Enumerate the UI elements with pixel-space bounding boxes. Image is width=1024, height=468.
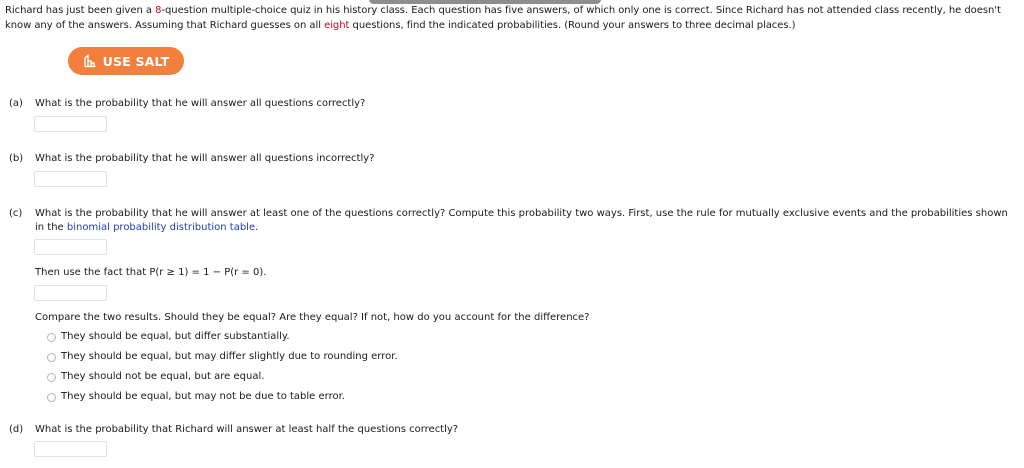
question-c-tag: (c) bbox=[9, 208, 23, 219]
quiz-size-value: 8 bbox=[155, 5, 162, 16]
option-3-label: They should not be equal, but are equal. bbox=[61, 371, 265, 382]
option-1[interactable] bbox=[47, 330, 290, 344]
radio-option-2[interactable] bbox=[47, 353, 56, 362]
question-b-tag: (b) bbox=[9, 153, 24, 164]
question-c-compare-text: Compare the two results. Should they be equal? Are they equal? If not, how do you account for the difference? bbox=[35, 312, 590, 323]
option-4[interactable] bbox=[47, 390, 345, 404]
option-3[interactable] bbox=[47, 370, 264, 384]
question-b-text: What is the probability that he will answer all questions incorrectly? bbox=[35, 153, 375, 164]
question-a bbox=[9, 97, 365, 111]
question-b bbox=[9, 152, 374, 166]
option-1-label: They should be equal, but differ substantially. bbox=[61, 331, 290, 342]
radio-option-3[interactable] bbox=[47, 373, 56, 382]
question-a-text: What is the probability that he will answer all questions correctly? bbox=[35, 98, 366, 109]
radio-option-1[interactable] bbox=[47, 333, 56, 342]
option-2-label: They should be equal, but may differ slightly due to rounding error. bbox=[61, 351, 398, 362]
use-salt-button[interactable] bbox=[68, 47, 184, 75]
answer-b-input[interactable] bbox=[34, 171, 107, 187]
option-2[interactable] bbox=[47, 350, 398, 364]
answer-c-complement-input[interactable] bbox=[34, 285, 107, 301]
question-c bbox=[9, 207, 1019, 235]
question-a-tag: (a) bbox=[9, 98, 23, 109]
problem-statement: Richard has just been given a 8-question multiple-choice quiz in his history class. Each question has five answers, of which only one is correct. Since Richard has not attended class recently, he doesn't know any of the answers. Assuming that Richard guesses on all eight questions, find the indicated probabilities. (Round your answers to three decimal places.) bbox=[5, 5, 1001, 31]
answer-d-input[interactable] bbox=[34, 441, 107, 457]
answer-c-rule-input[interactable] bbox=[34, 239, 107, 255]
radio-option-4[interactable] bbox=[47, 393, 56, 402]
guess-count-value: eight bbox=[324, 20, 350, 31]
option-4-label: They should be equal, but may not be due to table error. bbox=[61, 391, 345, 402]
question-d-text: What is the probability that Richard will answer at least half the questions correctly? bbox=[35, 424, 459, 435]
salt-logo-icon bbox=[83, 54, 97, 68]
answer-a-input[interactable] bbox=[34, 116, 107, 132]
question-d-tag: (d) bbox=[9, 424, 24, 435]
question-c-text: What is the probability that he will answer at least one of the questions correctly? Compute this probability two ways. First, use the rule for mutually exclusive events and the probabilities shown in the binomial probability distribution table. bbox=[35, 208, 1008, 233]
question-c-then-text: Then use the fact that P(r ≥ 1) = 1 − P(r = 0). bbox=[35, 267, 267, 278]
binomial-table-link[interactable]: binomial probability distribution table bbox=[66, 222, 256, 233]
use-salt-label: USE SALT bbox=[102, 53, 170, 69]
question-d bbox=[9, 423, 458, 437]
